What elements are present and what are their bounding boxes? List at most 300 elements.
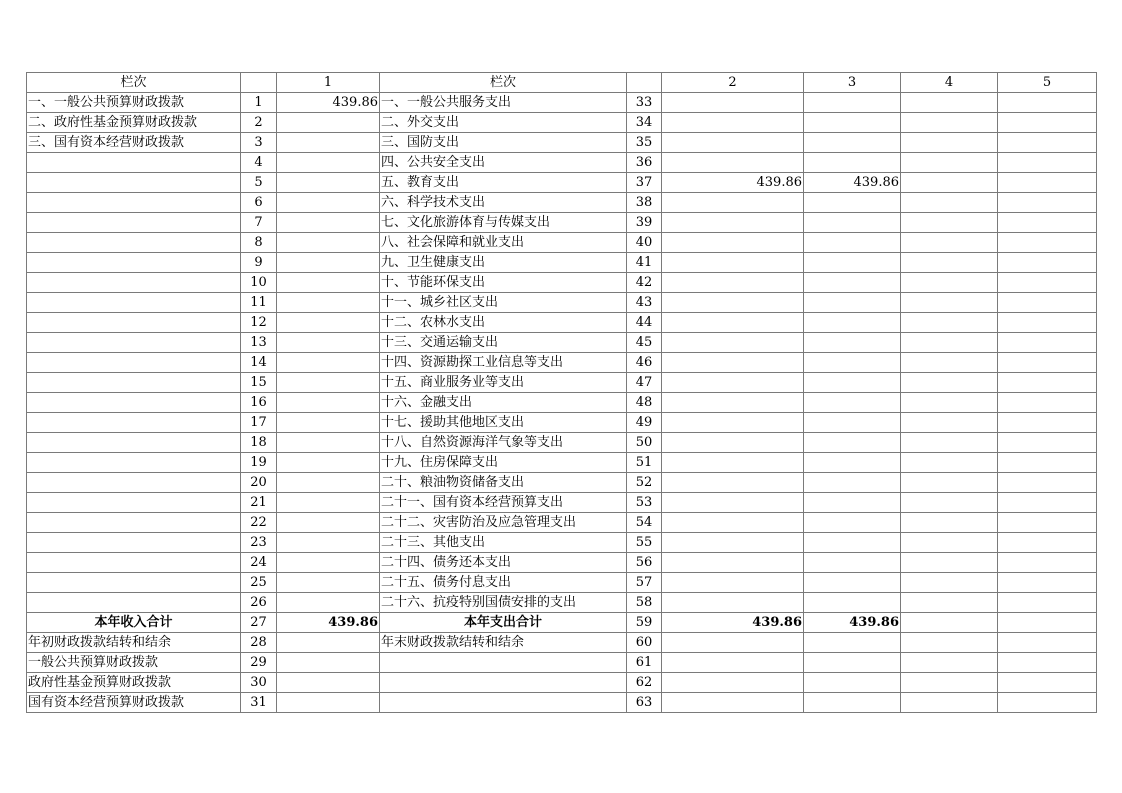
value-col-3: [804, 113, 901, 133]
value-col-4: [901, 133, 998, 153]
value-col-5: [998, 693, 1097, 713]
value-col-1: 439.86: [277, 93, 380, 113]
value-col-3: [804, 693, 901, 713]
value-col-3: [804, 133, 901, 153]
table-row: [27, 353, 1097, 373]
header-col-5: 5: [998, 73, 1097, 93]
income-line-no: 28: [241, 633, 277, 653]
income-line-no: 29: [241, 653, 277, 673]
value-col-1: [277, 473, 380, 493]
value-col-5: [998, 493, 1097, 513]
income-line-no: 10: [241, 273, 277, 293]
table-row: [27, 393, 1097, 413]
value-col-3: [804, 153, 901, 173]
table-row: [27, 373, 1097, 393]
value-col-2: [662, 293, 804, 313]
expense-cell: 二十五、债务付息支出: [380, 573, 627, 593]
income-cell: [27, 213, 241, 233]
value-col-5: [998, 573, 1097, 593]
value-col-2: [662, 433, 804, 453]
value-col-2: [662, 393, 804, 413]
value-col-2: [662, 513, 804, 533]
value-col-2: [662, 313, 804, 333]
table-row: [27, 693, 1097, 713]
value-col-1: [277, 433, 380, 453]
value-col-1: [277, 393, 380, 413]
table-row: [27, 433, 1097, 453]
expense-cell: 二十三、其他支出: [380, 533, 627, 553]
income-line-no: 5: [241, 173, 277, 193]
value-col-3: [804, 633, 901, 653]
income-line-no: 18: [241, 433, 277, 453]
expense-line-no: 42: [627, 273, 662, 293]
value-col-4: [901, 533, 998, 553]
value-col-4: [901, 513, 998, 533]
value-col-4: [901, 413, 998, 433]
header-col-3: 3: [804, 73, 901, 93]
table-row: [27, 213, 1097, 233]
expense-line-no: 59: [627, 613, 662, 633]
value-col-1: [277, 173, 380, 193]
income-line-no: 19: [241, 453, 277, 473]
expense-cell: 十二、农林水支出: [380, 313, 627, 333]
budget-table: [26, 72, 1097, 713]
income-cell: [27, 253, 241, 273]
expense-cell: 年末财政拨款结转和结余: [380, 633, 627, 653]
expense-line-no: 45: [627, 333, 662, 353]
value-col-5: [998, 653, 1097, 673]
value-col-2: [662, 413, 804, 433]
value-col-2: [662, 533, 804, 553]
value-col-5: [998, 513, 1097, 533]
income-line-no: 26: [241, 593, 277, 613]
expense-cell: 十、节能环保支出: [380, 273, 627, 293]
expense-line-no: 44: [627, 313, 662, 333]
expense-cell: [380, 693, 627, 713]
value-col-5: [998, 313, 1097, 333]
expense-line-no: 34: [627, 113, 662, 133]
income-cell: [27, 233, 241, 253]
value-col-2: [662, 473, 804, 493]
income-cell: 年初财政拨款结转和结余: [27, 633, 241, 653]
value-col-4: [901, 613, 998, 633]
value-col-5: [998, 633, 1097, 653]
value-col-2: [662, 553, 804, 573]
expense-line-no: 63: [627, 693, 662, 713]
table-row: [27, 473, 1097, 493]
table-row: [27, 653, 1097, 673]
value-col-1: 439.86: [277, 613, 380, 633]
table-row: [27, 633, 1097, 653]
value-col-4: [901, 393, 998, 413]
value-col-4: [901, 273, 998, 293]
income-line-no: 1: [241, 93, 277, 113]
value-col-4: [901, 353, 998, 373]
income-cell: [27, 273, 241, 293]
income-cell: [27, 373, 241, 393]
value-col-4: [901, 333, 998, 353]
value-col-5: [998, 453, 1097, 473]
value-col-3: 439.86: [804, 173, 901, 193]
income-line-no: 3: [241, 133, 277, 153]
income-cell: [27, 573, 241, 593]
value-col-5: [998, 433, 1097, 453]
value-col-5: [998, 233, 1097, 253]
header-left-label: 栏次: [27, 73, 241, 93]
value-col-1: [277, 153, 380, 173]
income-line-no: 6: [241, 193, 277, 213]
expense-cell: 二十一、国有资本经营预算支出: [380, 493, 627, 513]
value-col-3: [804, 453, 901, 473]
income-cell: [27, 533, 241, 553]
value-col-1: [277, 313, 380, 333]
value-col-5: [998, 473, 1097, 493]
value-col-2: [662, 453, 804, 473]
expense-cell: 十九、住房保障支出: [380, 453, 627, 473]
value-col-2: [662, 253, 804, 273]
expense-line-no: 40: [627, 233, 662, 253]
table-row: [27, 513, 1097, 533]
header-col-4: 4: [901, 73, 998, 93]
income-line-no: 13: [241, 333, 277, 353]
value-col-5: [998, 273, 1097, 293]
value-col-4: [901, 493, 998, 513]
table-row: [27, 93, 1097, 113]
value-col-4: [901, 113, 998, 133]
value-col-4: [901, 153, 998, 173]
expense-line-no: 41: [627, 253, 662, 273]
income-line-no: 14: [241, 353, 277, 373]
total-row: [27, 613, 1097, 633]
value-col-2: [662, 193, 804, 213]
income-line-no: 17: [241, 413, 277, 433]
income-line-no: 11: [241, 293, 277, 313]
value-col-1: [277, 353, 380, 373]
value-col-1: [277, 573, 380, 593]
value-col-3: [804, 653, 901, 673]
value-col-5: [998, 533, 1097, 553]
table-row: [27, 253, 1097, 273]
value-col-3: [804, 373, 901, 393]
value-col-4: [901, 453, 998, 473]
expense-cell: 本年支出合计: [380, 613, 627, 633]
value-col-1: [277, 513, 380, 533]
expense-cell: 十四、资源勘探工业信息等支出: [380, 353, 627, 373]
value-col-3: [804, 313, 901, 333]
income-cell: 政府性基金预算财政拨款: [27, 673, 241, 693]
income-cell: [27, 353, 241, 373]
income-cell: [27, 453, 241, 473]
expense-line-no: 43: [627, 293, 662, 313]
table-row: [27, 233, 1097, 253]
value-col-2: [662, 673, 804, 693]
expense-cell: 十七、援助其他地区支出: [380, 413, 627, 433]
expense-cell: 十八、自然资源海洋气象等支出: [380, 433, 627, 453]
value-col-4: [901, 293, 998, 313]
income-cell: [27, 473, 241, 493]
table-row: [27, 573, 1097, 593]
value-col-2: [662, 333, 804, 353]
value-col-4: [901, 673, 998, 693]
income-cell: 一般公共预算财政拨款: [27, 653, 241, 673]
value-col-1: [277, 133, 380, 153]
expense-line-no: 61: [627, 653, 662, 673]
value-col-3: 439.86: [804, 613, 901, 633]
income-cell: [27, 433, 241, 453]
income-cell: [27, 333, 241, 353]
value-col-3: [804, 513, 901, 533]
expense-line-no: 52: [627, 473, 662, 493]
value-col-3: [804, 393, 901, 413]
value-col-1: [277, 213, 380, 233]
value-col-3: [804, 253, 901, 273]
expense-line-no: 39: [627, 213, 662, 233]
value-col-4: [901, 233, 998, 253]
value-col-4: [901, 193, 998, 213]
value-col-4: [901, 253, 998, 273]
value-col-2: [662, 153, 804, 173]
income-cell: 一、一般公共预算财政拨款: [27, 93, 241, 113]
income-cell: [27, 593, 241, 613]
value-col-3: [804, 233, 901, 253]
header-col-2: 2: [662, 73, 804, 93]
table-row: [27, 413, 1097, 433]
header-col-1: 1: [277, 73, 380, 93]
value-col-1: [277, 693, 380, 713]
value-col-4: [901, 173, 998, 193]
expense-line-no: 62: [627, 673, 662, 693]
expense-line-no: 50: [627, 433, 662, 453]
expense-cell: 十五、商业服务业等支出: [380, 373, 627, 393]
table-row: [27, 493, 1097, 513]
table-row: [27, 133, 1097, 153]
income-line-no: 31: [241, 693, 277, 713]
value-col-2: [662, 273, 804, 293]
value-col-2: [662, 493, 804, 513]
table-body: [27, 73, 1097, 713]
income-cell: [27, 313, 241, 333]
header-row: [27, 73, 1097, 93]
table-row: [27, 673, 1097, 693]
table-row: [27, 553, 1097, 573]
value-col-4: [901, 633, 998, 653]
header-right-col-num: [627, 73, 662, 93]
expense-cell: 九、卫生健康支出: [380, 253, 627, 273]
table-row: [27, 533, 1097, 553]
value-col-3: [804, 413, 901, 433]
expense-line-no: 49: [627, 413, 662, 433]
value-col-5: [998, 193, 1097, 213]
header-right-label: 栏次: [380, 73, 627, 93]
value-col-4: [901, 373, 998, 393]
table-row: [27, 453, 1097, 473]
value-col-5: [998, 613, 1097, 633]
expense-cell: 十一、城乡社区支出: [380, 293, 627, 313]
expense-cell: 二十、粮油物资储备支出: [380, 473, 627, 493]
expense-line-no: 56: [627, 553, 662, 573]
income-cell: [27, 553, 241, 573]
income-line-no: 21: [241, 493, 277, 513]
expense-cell: 十三、交通运输支出: [380, 333, 627, 353]
value-col-1: [277, 493, 380, 513]
value-col-1: [277, 653, 380, 673]
value-col-4: [901, 553, 998, 573]
expense-cell: 六、科学技术支出: [380, 193, 627, 213]
expense-cell: 二十二、灾害防治及应急管理支出: [380, 513, 627, 533]
expense-line-no: 37: [627, 173, 662, 193]
income-line-no: 22: [241, 513, 277, 533]
income-line-no: 8: [241, 233, 277, 253]
income-cell: 二、政府性基金预算财政拨款: [27, 113, 241, 133]
value-col-5: [998, 593, 1097, 613]
expense-cell: [380, 653, 627, 673]
value-col-5: [998, 113, 1097, 133]
value-col-3: [804, 473, 901, 493]
value-col-3: [804, 213, 901, 233]
expense-cell: 七、文化旅游体育与传媒支出: [380, 213, 627, 233]
value-col-3: [804, 353, 901, 373]
expense-cell: 十六、金融支出: [380, 393, 627, 413]
income-cell: [27, 513, 241, 533]
income-line-no: 4: [241, 153, 277, 173]
value-col-2: [662, 93, 804, 113]
expense-line-no: 55: [627, 533, 662, 553]
expense-line-no: 36: [627, 153, 662, 173]
table-row: [27, 193, 1097, 213]
value-col-5: [998, 393, 1097, 413]
value-col-2: [662, 573, 804, 593]
value-col-5: [998, 253, 1097, 273]
expense-line-no: 35: [627, 133, 662, 153]
value-col-1: [277, 333, 380, 353]
value-col-4: [901, 473, 998, 493]
value-col-5: [998, 333, 1097, 353]
income-cell: [27, 493, 241, 513]
value-col-5: [998, 413, 1097, 433]
value-col-1: [277, 413, 380, 433]
income-line-no: 7: [241, 213, 277, 233]
expense-cell: 二、外交支出: [380, 113, 627, 133]
expense-line-no: 47: [627, 373, 662, 393]
value-col-5: [998, 133, 1097, 153]
value-col-4: [901, 573, 998, 593]
table-row: [27, 293, 1097, 313]
value-col-1: [277, 273, 380, 293]
income-line-no: 23: [241, 533, 277, 553]
income-cell: [27, 153, 241, 173]
income-line-no: 24: [241, 553, 277, 573]
value-col-4: [901, 653, 998, 673]
value-col-3: [804, 673, 901, 693]
value-col-2: [662, 633, 804, 653]
value-col-4: [901, 593, 998, 613]
expense-line-no: 58: [627, 593, 662, 613]
expense-cell: 三、国防支出: [380, 133, 627, 153]
expense-cell: 五、教育支出: [380, 173, 627, 193]
value-col-4: [901, 433, 998, 453]
value-col-2: 439.86: [662, 173, 804, 193]
income-line-no: 20: [241, 473, 277, 493]
value-col-1: [277, 593, 380, 613]
table-row: [27, 173, 1097, 193]
table-row: [27, 113, 1097, 133]
expense-line-no: 46: [627, 353, 662, 373]
value-col-4: [901, 313, 998, 333]
value-col-4: [901, 693, 998, 713]
table-row: [27, 313, 1097, 333]
value-col-5: [998, 173, 1097, 193]
table-row: [27, 273, 1097, 293]
value-col-3: [804, 533, 901, 553]
value-col-3: [804, 493, 901, 513]
income-cell: [27, 193, 241, 213]
value-col-5: [998, 293, 1097, 313]
value-col-2: [662, 133, 804, 153]
table-row: [27, 333, 1097, 353]
value-col-5: [998, 153, 1097, 173]
value-col-1: [277, 553, 380, 573]
expense-cell: 八、社会保障和就业支出: [380, 233, 627, 253]
expense-cell: 二十六、抗疫特别国债安排的支出: [380, 593, 627, 613]
value-col-5: [998, 673, 1097, 693]
expense-cell: [380, 673, 627, 693]
value-col-5: [998, 553, 1097, 573]
expense-line-no: 48: [627, 393, 662, 413]
value-col-1: [277, 233, 380, 253]
value-col-2: [662, 373, 804, 393]
value-col-2: [662, 233, 804, 253]
value-col-2: [662, 593, 804, 613]
value-col-3: [804, 573, 901, 593]
value-col-2: [662, 113, 804, 133]
value-col-5: [998, 353, 1097, 373]
income-cell: [27, 413, 241, 433]
value-col-1: [277, 373, 380, 393]
header-left-col-num: [241, 73, 277, 93]
value-col-5: [998, 93, 1097, 113]
value-col-1: [277, 193, 380, 213]
income-line-no: 9: [241, 253, 277, 273]
income-line-no: 16: [241, 393, 277, 413]
value-col-3: [804, 293, 901, 313]
income-line-no: 27: [241, 613, 277, 633]
expense-line-no: 54: [627, 513, 662, 533]
value-col-1: [277, 633, 380, 653]
income-line-no: 15: [241, 373, 277, 393]
income-line-no: 12: [241, 313, 277, 333]
value-col-2: [662, 653, 804, 673]
value-col-3: [804, 273, 901, 293]
value-col-3: [804, 433, 901, 453]
value-col-4: [901, 213, 998, 233]
value-col-2: [662, 353, 804, 373]
value-col-2: [662, 213, 804, 233]
income-cell: [27, 293, 241, 313]
value-col-3: [804, 553, 901, 573]
income-cell: 本年收入合计: [27, 613, 241, 633]
income-cell: 三、国有资本经营财政拨款: [27, 133, 241, 153]
value-col-3: [804, 193, 901, 213]
income-cell: 国有资本经营预算财政拨款: [27, 693, 241, 713]
expense-line-no: 57: [627, 573, 662, 593]
income-line-no: 30: [241, 673, 277, 693]
expense-line-no: 33: [627, 93, 662, 113]
value-col-2: [662, 693, 804, 713]
expense-cell: 四、公共安全支出: [380, 153, 627, 173]
value-col-1: [277, 113, 380, 133]
expense-cell: 一、一般公共服务支出: [380, 93, 627, 113]
income-cell: [27, 393, 241, 413]
